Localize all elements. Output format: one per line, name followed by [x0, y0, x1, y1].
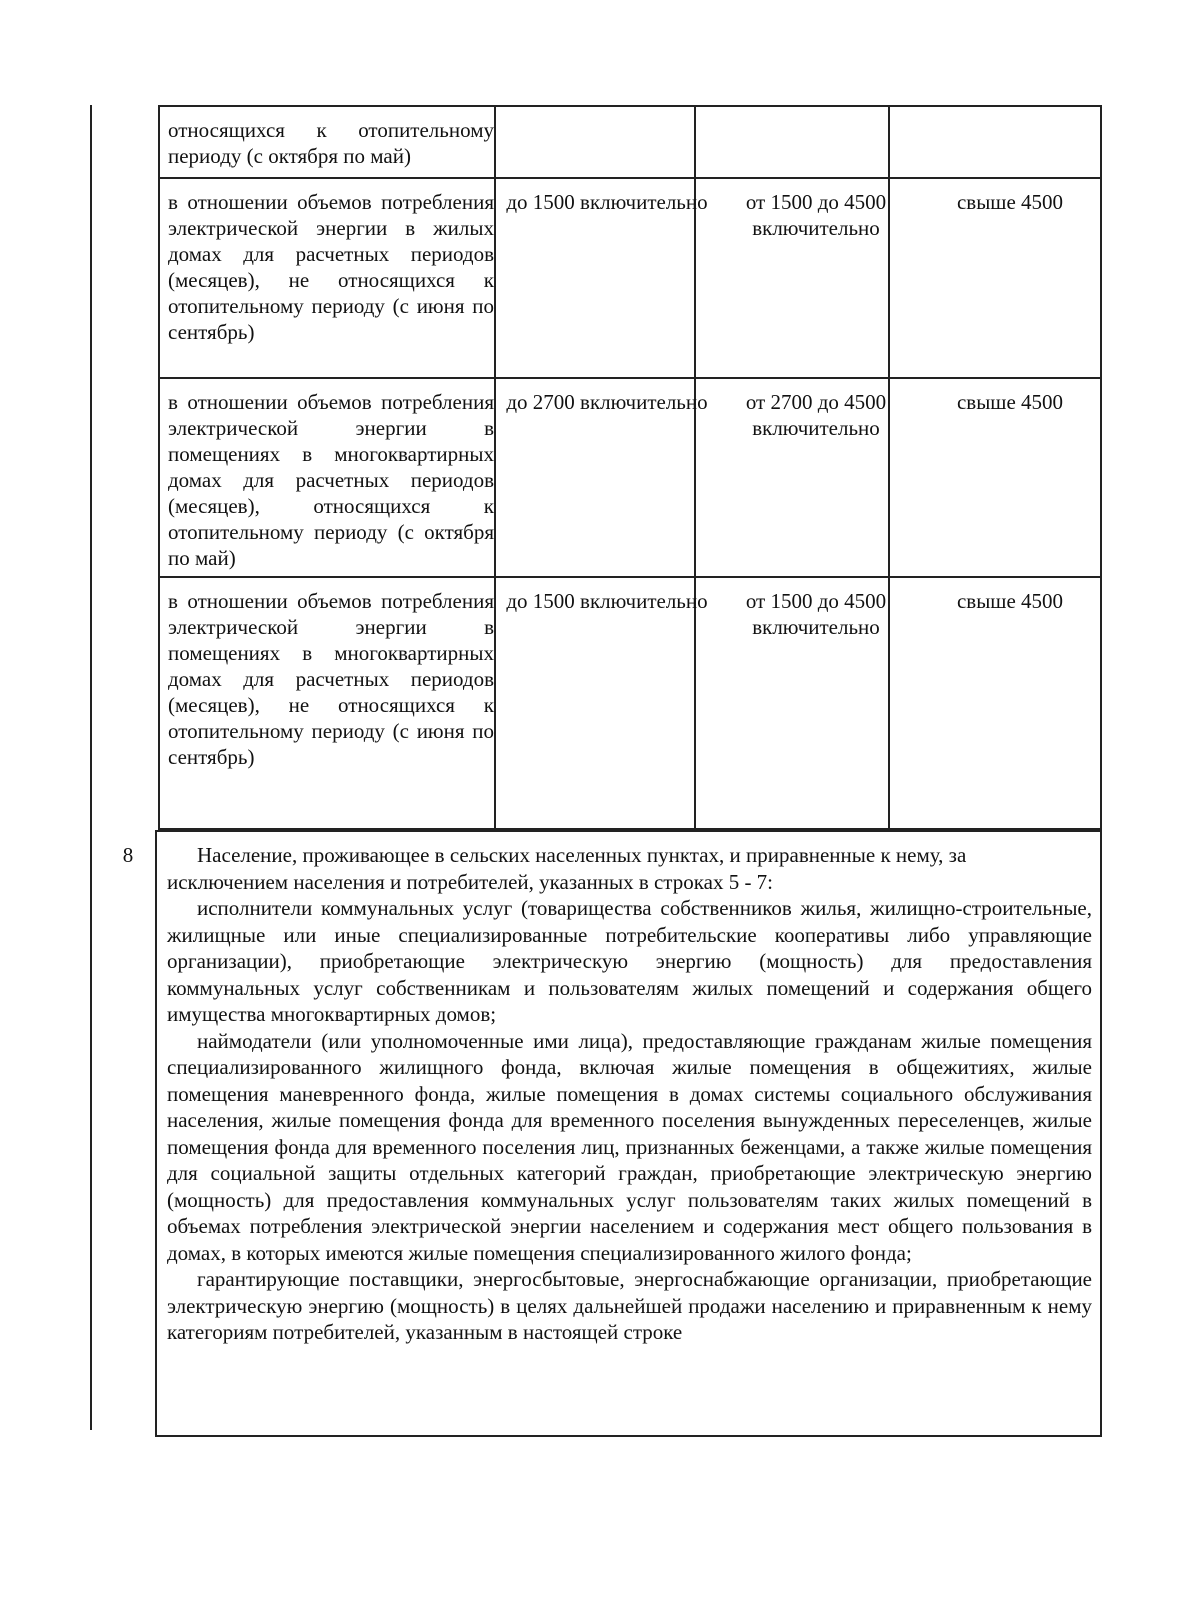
table-cell-range-high: свыше 4500: [956, 190, 1064, 214]
table-cell-description: в отношении объемов потребления электрической энергии в помещениях в многоквартирных домах для расчетных периодов (месяцев), не относящихся к отопительному периоду (с июня по сентябрь): [168, 589, 494, 769]
column-divider: [694, 107, 696, 828]
table-cell-range-low: до 2700 включительно: [506, 390, 708, 414]
paragraph: исполнители коммунальных услуг (товарищества собственников жилья, жилищно-строительные, жилищные или иные специализированные потребительские кооперативы либо управляющие организации), приобретающие электрическую энергию (мощность) для предоставления коммунальных услуг собственникам и пользователям жилых помещений и содержания общего имущества многоквартирных домов;: [167, 896, 1092, 1026]
paragraph: гарантирующие поставщики, энергосбытовые, энергоснабжающие организации, приобретающие электрическую энергию (мощность) в целях дальнейшей продажи населению и приравненным к нему категориям потребителей, указанным в настоящей строке: [167, 1267, 1092, 1344]
table-cell-range-low: до 1500 включительно: [506, 190, 708, 214]
paragraph: исключением населения и потребителей, указанных в строках 5 - 7:: [167, 869, 774, 894]
table-cell-range-high: свыше 4500: [956, 390, 1064, 414]
table-cell-description: в отношении объемов потребления электрической энергии в жилых домах для расчетных периодов (месяцев), не относящихся к отопительному периоду (с июня по сентябрь): [168, 190, 494, 344]
table-cell-description: в отношении объемов потребления электрической энергии в помещениях в многоквартирных домах для расчетных периодов (месяцев), относящихся к отопительному периоду (с октября по май): [168, 390, 494, 570]
table-cell-range-mid: от 1500 до 4500 включительно: [745, 190, 887, 240]
table-cell-description: относящихся к отопительному периоду (с октября по май): [168, 118, 494, 168]
row-divider: [160, 377, 1100, 379]
row-number: 8: [122, 843, 134, 867]
paragraph: Население, проживающее в сельских населенных пунктах, и приравненные к нему, за: [197, 843, 967, 867]
paragraph: наймодатели (или уполномоченные ими лица), предоставляющие гражданам жилые помещения специализированного жилищного фонда, включая жилые помещения в общежитиях, жилые помещения маневренного фонда, жилые помещения в домах системы социального обслуживания населения, жилые помещения фонда для временного поселения вынужденных переселенцев, жилые помещения фонда для временного поселения лиц, признанных беженцами, а также жилые помещения для социальной защиты отдельных категорий граждан, приобретающие электрическую энергию (мощность) для предоставления коммунальных услуг пользователям таких жилых помещений в объемах потребления электрической энергии населением и содержания мест общего пользования в домах, в которых имеются жилые помещения специализированного жилого фонда;: [167, 1028, 1092, 1265]
row-divider: [160, 177, 1100, 179]
table-cell-range-high: свыше 4500: [956, 589, 1064, 613]
tariff-table: [158, 105, 1102, 830]
column-divider: [494, 107, 496, 828]
row-8-box: [155, 830, 1102, 1437]
table-cell-range-mid: от 1500 до 4500 включительно: [745, 589, 887, 639]
table-cell-range-mid: от 2700 до 4500 включительно: [745, 390, 887, 440]
row-8-text: [167, 842, 1092, 1346]
table-cell-range-low: до 1500 включительно: [506, 589, 708, 613]
row-divider: [160, 576, 1100, 578]
page-left-border: [90, 105, 92, 1430]
